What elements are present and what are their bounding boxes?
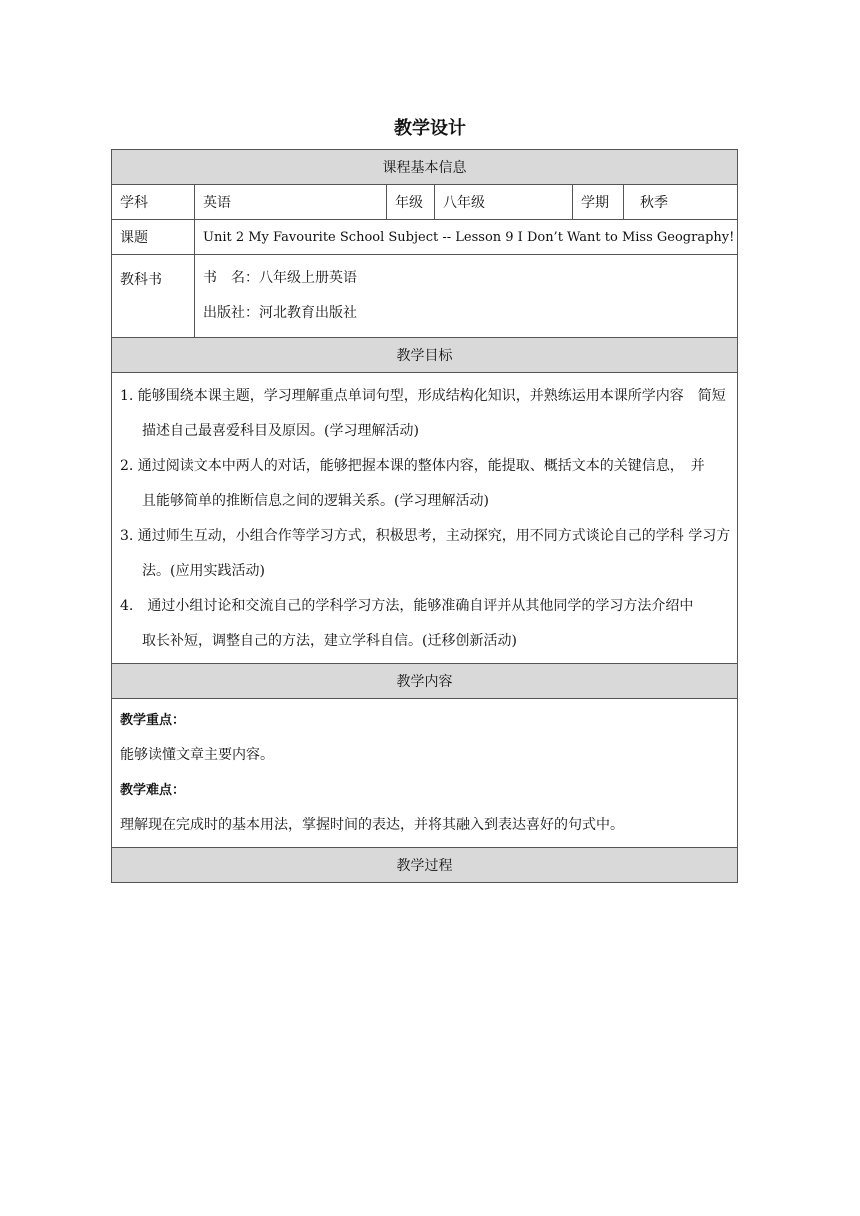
content-header: 教学内容 (112, 664, 738, 699)
process-header: 教学过程 (112, 848, 738, 883)
term-value: 秋季 (624, 185, 738, 220)
key-points-label: 教学重点： (120, 713, 186, 728)
objectives-header: 教学目标 (112, 338, 738, 373)
textbook-info (195, 255, 738, 338)
objectives-list (112, 373, 738, 664)
difficulty-text: 理解现在完成时的基本用法，掌握时间的表达，并将其融入到表达喜好的句式中。 (120, 817, 624, 833)
lesson-plan-table (111, 149, 738, 883)
grade-label: 年级 (387, 185, 435, 220)
content-body (112, 699, 738, 848)
textbook-name: 书 名：八年级上册英语 (203, 270, 357, 286)
subject-value: 英语 (195, 185, 387, 220)
objective-3-line-2: 法。(应用实践活动) (142, 563, 265, 579)
objective-item (120, 519, 733, 589)
objective-4-line-1: 4. 通过小组讨论和交流自己的学科学习方法，能够准确自评并从其他同学的学习方法介绍中 (120, 598, 694, 614)
term-label: 学期 (573, 185, 624, 220)
objective-item (120, 449, 733, 519)
objective-2-line-1: 2. 通过阅读文本中两人的对话，能够把握本课的整体内容，能提取、概括文本的关键信息， 并 (120, 458, 705, 474)
topic-value: Unit 2 My Favourite School Subject -- Lesson 9 I Don’t Want to Miss Geography! (195, 220, 738, 255)
key-points-text: 能够读懂文章主要内容。 (120, 747, 274, 763)
textbook-publisher: 出版社：河北教育出版社 (203, 305, 357, 321)
subject-label: 学科 (112, 185, 195, 220)
content-row (112, 699, 738, 848)
objective-item (120, 379, 733, 449)
subject-row (112, 185, 738, 220)
objectives-row (112, 373, 738, 664)
basic-info-header: 课程基本信息 (112, 150, 738, 185)
objective-1-line-2: 描述自己最喜爱科目及原因。(学习理解活动) (142, 423, 419, 439)
objective-2-line-2: 且能够简单的推断信息之间的逻辑关系。(学习理解活动) (142, 493, 489, 509)
grade-value: 八年级 (435, 185, 573, 220)
objective-3-line-1: 3. 通过师生互动，小组合作等学习方式，积极思考，主动探究，用不同方式谈论自己的学科 学习方 (120, 528, 731, 544)
difficulty-label: 教学难点： (120, 783, 186, 798)
textbook-label: 教科书 (112, 255, 195, 338)
objective-4-line-2: 取长补短，调整自己的方法，建立学科自信。(迁移创新活动) (142, 633, 517, 649)
objective-1-line-1: 1. 能够围绕本课主题，学习理解重点单词句型，形成结构化知识，并熟练运用本课所学内容 简短 (120, 388, 726, 404)
topic-row (112, 220, 738, 255)
topic-label: 课题 (112, 220, 195, 255)
objective-item (120, 589, 733, 659)
page-title: 教学设计 (394, 118, 466, 139)
textbook-row (112, 255, 738, 338)
